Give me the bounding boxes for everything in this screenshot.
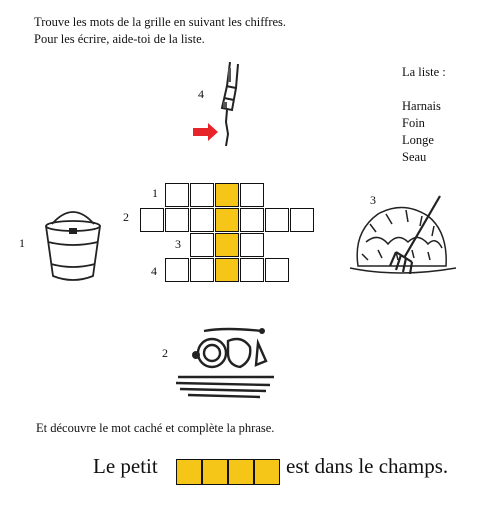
grid-cell[interactable] (240, 208, 264, 232)
grid-cell[interactable] (165, 258, 189, 282)
grid-cell[interactable] (190, 233, 214, 257)
clue-number-3: 3 (175, 237, 181, 251)
word-seau: Seau (402, 150, 427, 164)
answer-box[interactable] (176, 459, 202, 485)
answer-box[interactable] (254, 459, 280, 485)
answer-box[interactable] (202, 459, 228, 485)
grid-cell[interactable] (240, 258, 264, 282)
grid-cell[interactable] (265, 258, 289, 282)
answer-box[interactable] (228, 459, 254, 485)
grid-cell[interactable] (165, 183, 189, 207)
word-longe: Longe (402, 133, 434, 147)
picture-number-3: 3 (370, 193, 376, 207)
word-list-title: La liste : (402, 65, 446, 79)
grid-cell-hidden-word[interactable] (215, 258, 239, 282)
clue-number-2: 2 (123, 210, 129, 224)
grid-cell[interactable] (290, 208, 314, 232)
grid-cell[interactable] (190, 258, 214, 282)
grid-cell[interactable] (140, 208, 164, 232)
grid-cell-hidden-word[interactable] (215, 183, 239, 207)
picture-number-2: 2 (162, 346, 168, 360)
instruction-line-2: Pour les écrire, aide-toi de la liste. (34, 32, 205, 46)
instruction-line-1: Trouve les mots de la grille en suivant les chiffres. (34, 15, 287, 29)
picture-number-4: 4 (198, 87, 204, 101)
sentence-end: est dans le champs. (286, 454, 449, 478)
grid-cell[interactable] (240, 233, 264, 257)
grid-cell[interactable] (265, 208, 289, 232)
grid-cell[interactable] (190, 183, 214, 207)
grid-cell[interactable] (190, 208, 214, 232)
word-foin: Foin (402, 116, 425, 130)
grid-cell-hidden-word[interactable] (215, 208, 239, 232)
bottom-instruction: Et découvre le mot caché et complète la phrase. (36, 421, 275, 435)
word-harnais: Harnais (402, 99, 441, 113)
sentence-start: Le petit (93, 454, 158, 478)
clue-number-4: 4 (151, 264, 157, 278)
clue-number-1: 1 (152, 186, 158, 200)
grid-cell[interactable] (240, 183, 264, 207)
picture-number-1: 1 (19, 236, 25, 250)
grid-cell-hidden-word[interactable] (215, 233, 239, 257)
grid-cell[interactable] (165, 208, 189, 232)
